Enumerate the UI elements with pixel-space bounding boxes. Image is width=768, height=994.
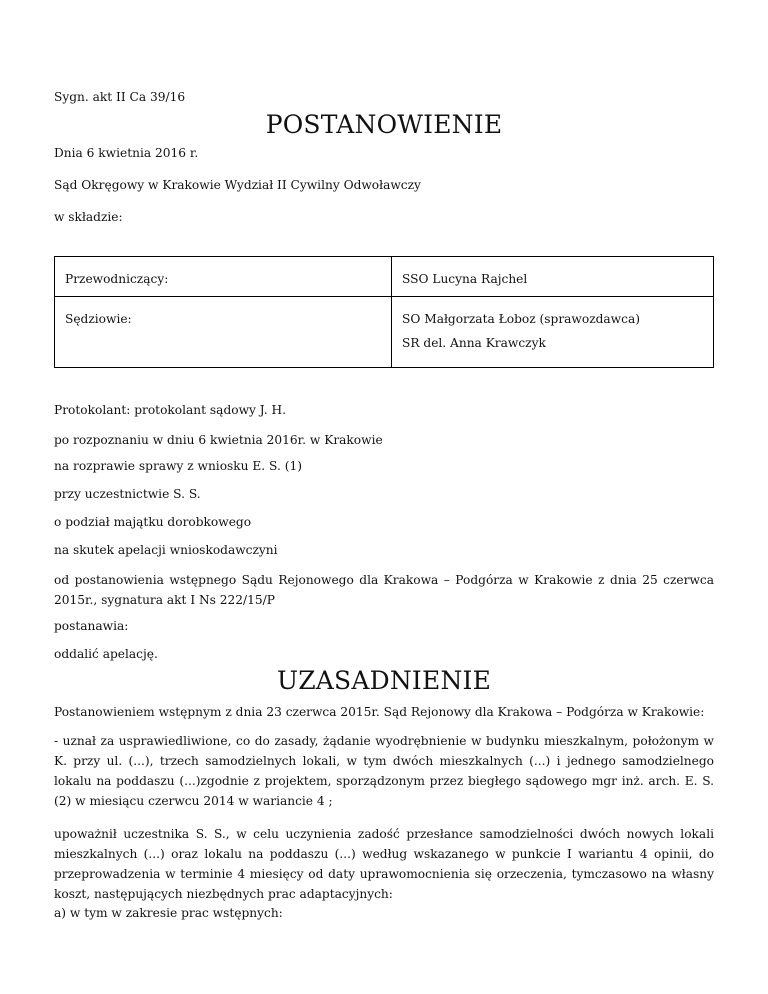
appeal-line: na skutek apelacji wnioskodawczyni <box>54 543 278 557</box>
from-decision-paragraph: od postanowienia wstępnego Sądu Rejonowego dla Krakowa – Podgórza w Krakowie z dnia 25 czerwca 2015r., sygnatura akt I Ns 222/15/P <box>54 573 714 607</box>
hearing-line: po rozpoznaniu w dniu 6 kwietnia 2016r. w Krakowie <box>54 433 383 447</box>
justification-paragraph-4: a) w tym w zakresie prac wstępnych: <box>54 906 283 920</box>
court-composition-table <box>54 256 714 368</box>
judges-label-cell <box>55 297 392 368</box>
presiding-name-cell <box>392 257 714 297</box>
justification-title: UZASADNIENIE <box>276 666 492 695</box>
presiding-name: SSO Lucyna Rajchel <box>402 272 528 286</box>
court-line: Sąd Okręgowy w Krakowie Wydział II Cywilny Odwoławczy <box>54 178 421 192</box>
decides-line: postanawia: <box>54 619 129 633</box>
judges-names-cell <box>392 297 714 368</box>
justification-paragraph-1: Postanowieniem wstępnym z dnia 23 czerwca 2015r. Sąd Rejonowy dla Krakowa – Podgórza w Krakowie: <box>54 705 705 719</box>
clerk-line: Protokolant: protokolant sądowy J. H. <box>54 403 286 417</box>
ruling-line: oddalić apelację. <box>54 647 158 661</box>
subject-line: o podział majątku dorobkowego <box>54 515 252 529</box>
judges-label: Sędziowie: <box>65 312 132 326</box>
document-title: POSTANOWIENIE <box>265 110 503 139</box>
application-line: na rozprawie sprawy z wniosku E. S. (1) <box>54 459 302 473</box>
judge-1: SO Małgorzata Łoboz (sprawozdawca) <box>402 312 640 326</box>
presiding-row <box>55 257 714 297</box>
justification-paragraph-3: upoważnił uczestnika S. S., w celu uczynienia zadość przesłance samodzielności dwóch nowych lokali mieszkalnych (...) oraz lokalu na poddaszu (...) według wskazanego w punkcie I wariantu 4 opinii, do przeprowadzenia w terminie 4 miesięcy od daty uprawomocnienia się orzeczenia, tymczasowo na własny koszt, następujących niezbędnych prac adaptacyjnych: <box>54 827 714 901</box>
justification-paragraph-2: - uznał za usprawiedliwione, co do zasady, żądanie wyodrębnienie w budynku mieszkalnym, położonym w K. przy ul. (...), trzech samodzielnych lokali, w tym dwóch mieszkalnych (...) i jednego samodzielnego lokalu na poddaszu (...)zgodnie z projektem, sporządzonym przez biegłego sądowego mgr inż. arch. E. S. (2) w miesiącu czerwcu 2014 w wariancie 4 ; <box>54 734 714 808</box>
presiding-label: Przewodniczący: <box>65 272 169 286</box>
judges-row <box>55 297 714 368</box>
judge-2: SR del. Anna Krawczyk <box>402 336 546 350</box>
participant-line: przy uczestnictwie S. S. <box>54 487 201 501</box>
composition-intro: w składzie: <box>54 210 123 224</box>
presiding-label-cell <box>55 257 392 297</box>
case-reference: Sygn. akt II Ca 39/16 <box>54 90 186 104</box>
date-line: Dnia 6 kwietnia 2016 r. <box>54 146 199 160</box>
